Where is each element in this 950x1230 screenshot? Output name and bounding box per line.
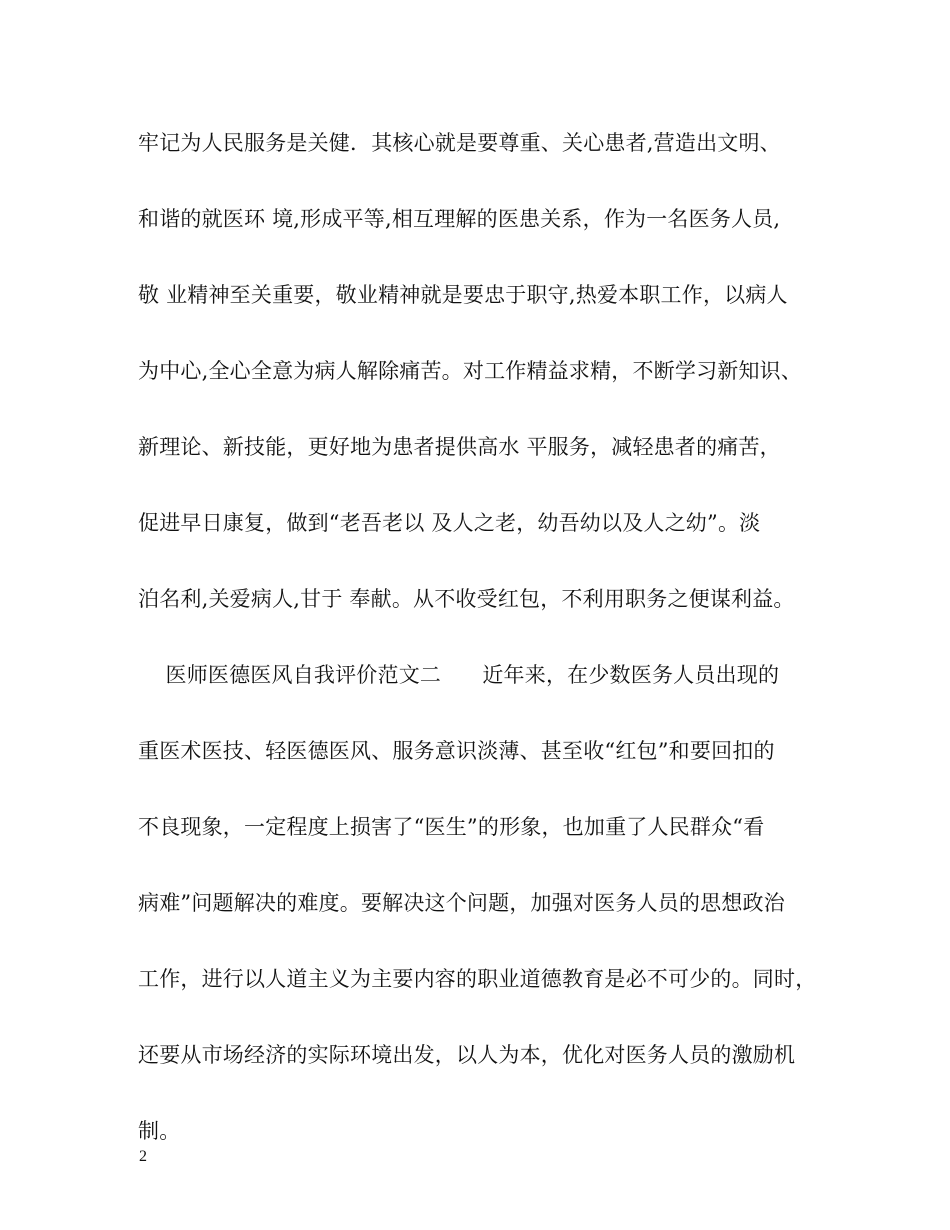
- text-line-14: 制。: [138, 1119, 181, 1143]
- text-line-2: 和谐的就医环 境,形成平等,相互理解的医患关系，作为一名医务人员,: [138, 207, 781, 231]
- text-line-5: 新理论、新技能，更好地为患者提供高水 平服务，减轻患者的痛苦，: [138, 435, 781, 459]
- text-line-11: 病难”问题解决的难度。要解决这个问题，加强对医务人员的思想政治: [138, 891, 785, 915]
- page-number: 2: [139, 1148, 147, 1165]
- text-line-10: 不良现象，一定程度上损害了“医生”的形象，也加重了人民群众“看: [138, 815, 765, 839]
- text-line-13: 还要从市场经济的实际环境出发，以人为本，优化对医务人员的激励机: [138, 1043, 796, 1067]
- text-line-6: 促进早日康复，做到“老吾老以 及人之老，幼吾幼以及人之幼”。淡: [138, 511, 761, 535]
- text-line-4: 为中心,全心全意为病人解除痛苦。对工作精益求精，不断学习新知识、: [138, 359, 803, 383]
- section-heading-line: 医师医德医风自我评价范文二 近年来，在少数医务人员出现的: [138, 663, 780, 687]
- text-line-12: 工作，进行以人道主义为主要内容的职业道德教育是必不可少的。同时，: [138, 967, 817, 991]
- text-line-3: 敬 业精神至关重要，敬业精神就是要忠于职守,热爱本职工作，以病人: [138, 283, 788, 307]
- text-line-1: 牢记为人民服务是关健．其核心就是要尊重、关心患者,营造出文明、: [138, 131, 781, 155]
- text-line-9: 重医术医技、轻医德医风、服务意识淡薄、甚至收“红包”和要回扣的: [138, 739, 775, 763]
- text-line-7: 泊名利,关爱病人,甘于 奉献。从不收受红包，不利用职务之便谋利益。: [138, 587, 795, 611]
